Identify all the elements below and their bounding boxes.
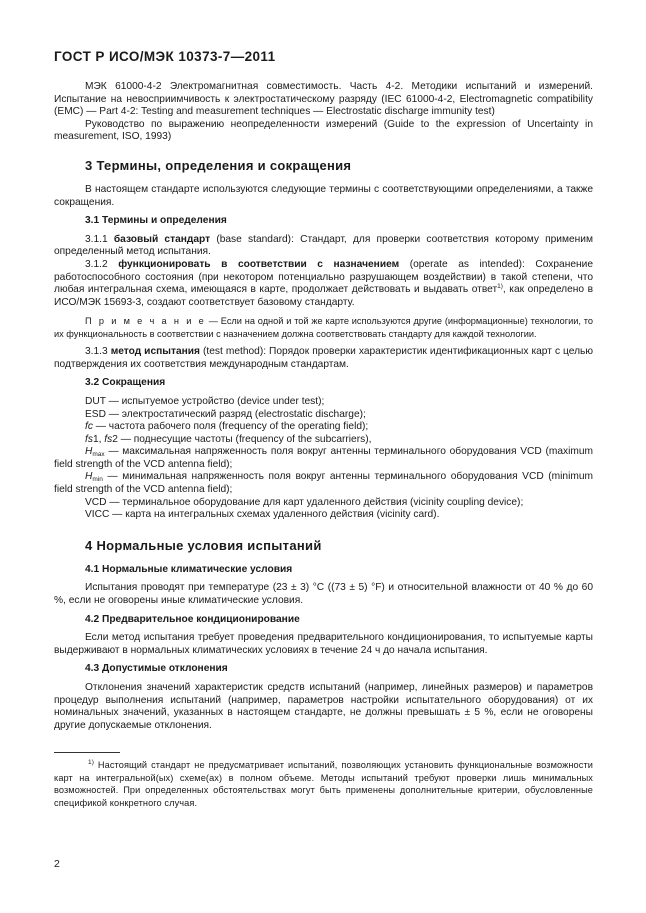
subsection-4-1-text: Испытания проводят при температуре (23 ± 3) °С ((73 ± 5) °F) и относительной влажности от 40 % до 60 %, если не оговорены иные климатические условия. [54, 582, 593, 607]
subsection-4-2-heading: 4.2 Предварительное кондиционирование [85, 613, 300, 625]
abbr-esd: ESD — электростатический разряд (electrostatic discharge); [85, 408, 366, 420]
abbr-vicc: VICC — карта на интегральных схемах удаленного действия (vicinity card). [85, 509, 440, 521]
page-content [54, 81, 593, 809]
reference-uncertainty-guide: Руководство по выражению неопределенности измерений (Guide to the expression of Uncertainty in measurement, ISO, 1993) [54, 118, 593, 143]
footnote-1: $^{1)}$ Настоящий стандарт не предусматривает испытаний, позволяющих установить функциональные возможности карт на интегральной(ых) схеме(ах) в полном объеме. Методы испытаний требуют проверки лишь минимальных возможностей. При определенных обстоятельствах могут быть применены дополнительные критерии, обусловленные спецификой конкретного случая. [54, 759, 593, 808]
abbr-dut: DUT — испытуемое устройство (device under test); [85, 395, 325, 407]
section-3-heading: 3 Термины, определения и сокращения [85, 157, 352, 173]
abbr-vcd: VCD — терминальное оборудование для карт удаленного действия (vicinity coupling device); [85, 496, 524, 508]
subsection-4-2-text: Если метод испытания требует проведения предварительного кондиционирования, то испытуемые карты выдерживают в нормальных климатических условиях в течение 24 ч до начала испытания. [54, 632, 593, 656]
abbr-fs: fs1, fs2 — поднесущие частоты (frequency of the subcarriers), [85, 433, 372, 445]
page-number: 2 [54, 858, 60, 870]
section-3-intro: В настоящем стандарте используются следующие термины с соответствующими определениями, а также сокращения. [54, 183, 593, 208]
footnote-divider [54, 752, 120, 753]
abbreviations-list [54, 396, 593, 522]
abbr-hmin: $H_{min}$ — минимальная напряженность поля вокруг антенны терминального оборудования VCD (minimum field strength of the VCD antenna field); [54, 471, 593, 496]
reference-iec-61000: МЭК 61000-4-2 Электромагнитная совместимость. Часть 4-2. Методики испытаний и измерений. Испытание на невосприимчивость к электростатическому разряду (IEC 61000-4-2, Electromagnetic compatibility (EMC) — Part 4-2: Testing and measurement techniques — Electrostatic discharge immunity test) [54, 81, 593, 118]
subsection-4-3-heading: 4.3 Допустимые отклонения [85, 663, 228, 675]
term-base-standard: базовый стандарт [113, 233, 211, 245]
footnote-mark: 1) [88, 759, 94, 767]
term-3-1-3: 3.1.3 метод испытания (test method): Порядок проверки характеристик идентификационных карт с целью подтверждения их соответствия международным стандартам. [54, 346, 593, 370]
subsection-3-1-heading: 3.1 Термины и определения [85, 215, 227, 227]
note-label: П р и м е ч а н и е [85, 316, 206, 327]
term-3-1-2: 3.1.2 функционировать в соответствии с назначением (operate as intended): Сохранение работоспособного состояния (при некотором потенциально разрушающем воздействии) в такой степени, что любая интегральная схема, имеющаяся в карте, продолжает действовать и выдавать ответ$^{1)}$, как определено в ИСО/МЭК 15693-3, создают соответствует базовому стандарту. [54, 258, 593, 308]
section-4-heading: 4 Нормальные условия испытаний [85, 537, 322, 553]
term-3-1-1: 3.1.1 базовый стандарт (base standard): Стандарт, для проверки соответствия которому применим определенный метод испытания. [54, 233, 593, 258]
abbr-hmax: $H_{max}$ — максимальная напряженность поля вокруг антенны терминального оборудования VCD (maximum field strength of the VCD antenna field); [54, 446, 593, 470]
term-operate-as-intended: функционировать в соответствии с назначением [118, 258, 400, 270]
term-test-method: метод испытания [110, 346, 200, 358]
subsection-4-1-heading: 4.1 Нормальные климатические условия [85, 563, 293, 575]
subsection-4-3-text: Отклонения значений характеристик средств испытаний (например, линейных размеров) и параметров процедур выполнения испытаний (например, параметров настройки испытательного оборудования) от их номинальных значений, указанных в настоящем стандарте, не должны превышать ± 5 %, если не оговорены другие допускаемые отклонения. [54, 682, 593, 731]
footnote-ref-1: 1) [497, 283, 503, 291]
abbr-fc: fc — частота рабочего поля (frequency of the operating field); [85, 421, 369, 433]
document-header: ГОСТ Р ИСО/МЭК 10373-7—2011 [54, 49, 276, 64]
subsection-3-2-heading: 3.2 Сокращения [85, 377, 166, 389]
note-3-1-2: П р и м е ч а н и е — Если на одной и той же карте используются другие (информационные) технологии, то их функциональность в соответствии с назначением должна соответствовать стандарту для каждой технологии. [54, 316, 594, 339]
